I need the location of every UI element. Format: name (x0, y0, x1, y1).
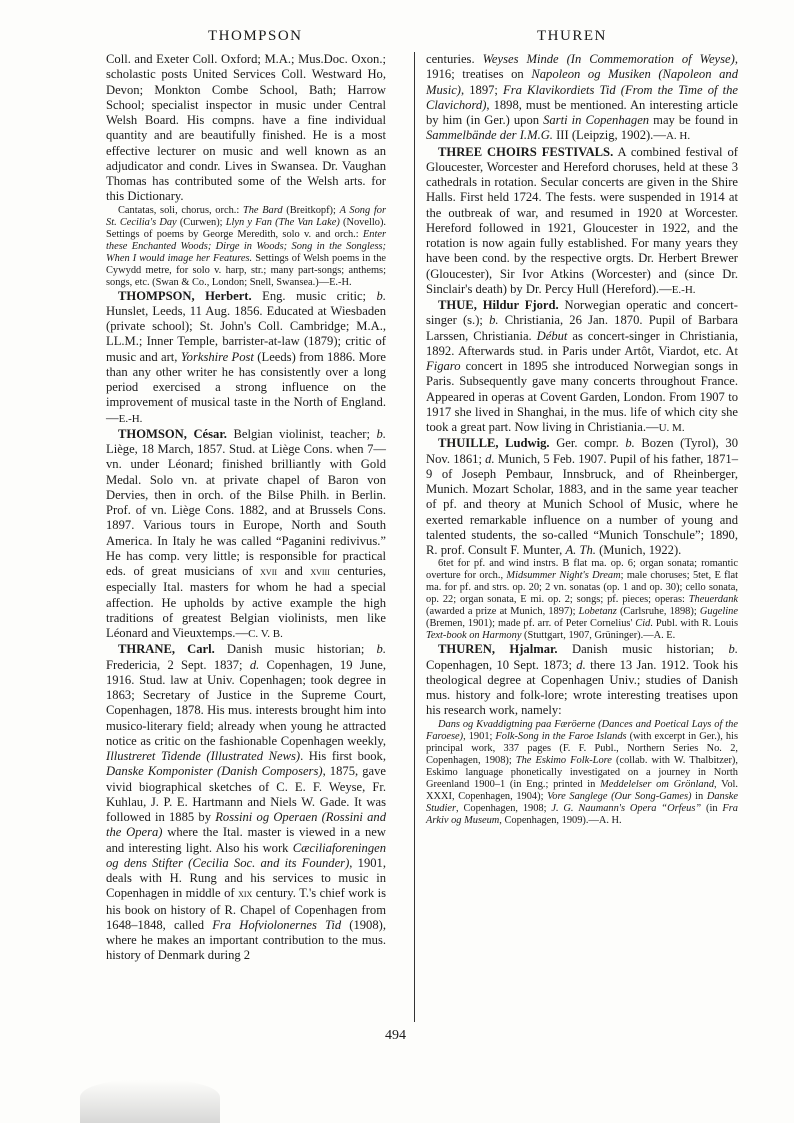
text-run: (Leeds) from 1886. More than any other writer he has consistently over a long period exercised a strong influence on the improvement of musical taste in the North of England.— (106, 349, 386, 425)
text-run: (1908), where he makes an important contribution to the mus. history of Denmark during 2 (106, 917, 386, 963)
text-run: Eng. music critic; (251, 288, 377, 303)
text-run: Norwegian operatic and concert-singer (s.); (426, 298, 738, 328)
page-number: 494 (385, 1028, 406, 1043)
italic-text: A Song for St. Cecilia's Day (106, 204, 386, 228)
text-run: . His first book, (300, 749, 386, 763)
text-run: . Publ. with R. Louis (650, 618, 738, 630)
text-run: , 1898, must be mentioned. An interesting article by him (in Ger.) upon (426, 97, 738, 127)
text-run: , Copenhagen, 1908; (456, 802, 552, 814)
entry-headword: THOMPSON, Herbert. (118, 288, 252, 303)
dictionary-entry (426, 145, 738, 299)
italic-text: b. (376, 288, 386, 303)
small-caps-text: xvii (260, 566, 278, 578)
italic-text: Danske Studier (426, 790, 739, 814)
column-divider (414, 52, 415, 1022)
entry-headword: THUILLE, Ludwig. (438, 436, 550, 451)
text-run: , 1901, deals with H. Rung and his services to music in Copenhagen in middle of (106, 855, 386, 901)
italic-text: Fra Klavikordiets Tid (From the Time of the Clavichord) (426, 82, 738, 112)
continued-paragraph (106, 52, 386, 205)
dictionary-entry (106, 427, 386, 643)
italic-text: b. (489, 313, 499, 328)
text-run: Cantatas, soli, chorus, orch.: (118, 204, 243, 216)
running-head-left: THOMPSON (208, 28, 303, 44)
entry-headword: THREE CHOIRS FESTIVALS. (438, 144, 614, 159)
italic-text: Yorkshire Post (180, 349, 254, 364)
text-run: in (691, 790, 707, 802)
italic-text: Fra Arkiv og Museum (426, 802, 738, 826)
italic-text: d. (576, 657, 586, 672)
italic-text: A. Th. (565, 543, 596, 557)
italic-text: The Eskimo Folk-Lore (515, 754, 612, 766)
italic-text: Gugeline (699, 606, 738, 618)
dictionary-entry (426, 436, 738, 558)
text-run: Danish music historian; (214, 642, 377, 657)
text-run: (collab. with W. Thalbitzer), Eskimo language phonetically investigated on a journey in North Greenland 1900–1 (in Eng.; printed in (426, 754, 738, 790)
text-run: , Copenhagen, 1909).—A. H. (499, 814, 622, 826)
italic-text: Cid (635, 618, 651, 630)
italic-text: Rossini og Operaen (Rossini and the Opera) (106, 810, 386, 840)
text-run: (Carlsruhe, 1898); (616, 606, 700, 618)
works-list-paragraph (426, 719, 738, 827)
works-list-paragraph (106, 205, 386, 289)
italic-text: d. (485, 451, 495, 466)
text-run: (Breitkopf); (282, 204, 340, 216)
text-run: centuries, especially Ital. masters for whom he had a special affection. He upholds by active example the high traditions of greatest Belgian violinists, men like Léonard and Vieuxtemps.— (106, 564, 387, 640)
text-run: there 13 Jan. 1912. Took his theological degree at Copenhagen Univ.; studies of Danish mus. history and folk-lore; wrote interesting treatises upon his research work, namely: (426, 657, 738, 718)
italic-text: b. (376, 426, 386, 441)
text-run: , 1901; (463, 730, 496, 742)
italic-text: b. (625, 436, 635, 451)
italic-text: Figaro (426, 359, 461, 373)
page-edge-shadow (80, 1080, 220, 1123)
italic-text: Dans og Kvaddigtning paa Færöerne (Dances and Poetical Lays of the Faroese) (426, 718, 738, 742)
dictionary-entry (426, 298, 738, 436)
italic-text: Napoleon og Musiken (Napoleon and Music) (426, 67, 738, 97)
text-run: 6tet for pf. and wind instrs. B flat ma. op. 6; organ sonata; romantic overture for orch., (426, 558, 738, 582)
text-run: (Stuttgart, 1907, Grüninger).—A. E. (521, 630, 676, 642)
text-run: concert in 1895 she introduced Norwegian songs in Paris. Subsequently gave many concerts throughout France. Appeared in operas at Covent Garden, London. From 1907 to 1917 she lived in Shanghai, in the mus. life of which city she took a great part. Now living in Christiania.— (426, 359, 738, 434)
text-run: Coll. and Exeter Coll. Oxford; M.A.; Mus.Doc. Oxon.; scholastic posts United Services Coll. Westward Ho, Devon; Monkton Combe School, Bath; Harrow School; specialist inspector in music under Central Welsh Board. His compns. have a fine individual quantity and are beautifully finished. He is a most effective lecturer on music and well known as an adjudicator and condr. Lives in Swansea. Dr. Vaughan Thomas has contributed some of the Welsh arts. for this Dictionary. (106, 52, 386, 204)
text-run: Ger. compr. (549, 436, 626, 451)
text-run: (in (701, 802, 723, 814)
entry-headword: THOMSON, César. (118, 426, 227, 441)
small-caps-text: C. V. B. (248, 628, 283, 640)
italic-text: Meddelelser om Grönland (600, 778, 715, 790)
running-head-right: THUREN (537, 28, 607, 44)
text-run: (awarded a prize at Munich, 1897); (426, 606, 579, 618)
italic-text: J. G. Naumann's Opera “Orfeus” (551, 802, 702, 814)
italic-text: Text-book on Harmony (426, 630, 522, 642)
text-run: Danish music historian; (557, 642, 729, 657)
small-caps-text: xviii (310, 566, 330, 578)
text-run: Hunslet, Leeds, 11 Aug. 1856. Educated at Wiesbaden (private school); St. John's Coll. Cambridge; M.A., LL.M.; Inner Temple, barrister-at-law (1879); critic of music and art, (106, 303, 386, 364)
continued-paragraph (426, 52, 738, 145)
italic-text: Lobetanz (578, 606, 617, 618)
text-run: (with excerpt in Ger.), his principal work, 337 pages (F. F. Publ., Northern Series No. 2, Copenhagen, 1908); (426, 730, 738, 766)
italic-text: d. (249, 657, 260, 672)
italic-text: The Bard (242, 204, 283, 216)
works-list-paragraph (426, 558, 738, 642)
dictionary-entry (106, 642, 386, 963)
dictionary-entry (106, 289, 386, 427)
text-run: as concert-singer in Christiania, 1892. Afterwards stud. in Paris under Artôt, Viardot, etc. At (426, 328, 738, 358)
text-run: (Novello). Settings of poems by George Meredith, solo v. and orch.: (106, 216, 386, 240)
entry-headword: THRANE, Carl. (118, 642, 215, 657)
text-run: (Curwen); (176, 216, 226, 228)
small-caps-text: E.-H. (118, 412, 143, 425)
text-run: , Vol. XXXI, Copenhagen, 1904); (426, 778, 738, 802)
italic-text: Folk-Song in the Faroe Islands (495, 730, 627, 742)
italic-text: Fra Hofviolonernes Tid (212, 917, 342, 932)
text-run: may be found in (649, 113, 739, 127)
italic-text: Illustreret Tidende (Illustrated News) (106, 749, 301, 763)
text-run: Bozen (Tyrol), 30 Nov. 1861; (426, 436, 738, 466)
italic-text: Danske Komponister (Danish Composers) (106, 764, 323, 779)
text-run: (Bremen, 1901); made pf. arr. of Peter Cornelius' (426, 618, 636, 630)
small-caps-text: U. M. (658, 422, 685, 434)
text-run: and (277, 564, 311, 578)
text-run: III (Leipzig, 1902).— (552, 128, 666, 143)
italic-text: b. (376, 642, 386, 657)
text-run: Fredericia, 2 Sept. 1837; (106, 657, 250, 672)
entry-headword: THUREN, Hjalmar. (438, 642, 558, 657)
text-run: centuries. (426, 52, 483, 66)
text-run: Munich, 5 Feb. 1907. Pupil of his father, 1871–9 of Joseph Pembaur, Innsbruck, and of Rheinberger, Munich. Mozart Scholar, 1883, and in the same year teacher of pf. and theory at Munich School of Music, where he exerted remarkable influence on a number of young and talented students, the so-called “Munich Tonschule”; 1890, R. prof. Consult F. Munter, (426, 451, 738, 557)
text-run: where the Ital. master is viewed in a new and interesting light. Also his work (106, 825, 386, 855)
italic-text: Sammelbände der I.M.G. (426, 128, 553, 143)
text-run: Christiania, 26 Jan. 1870. Pupil of Barbara Larssen, Christiania. (426, 313, 738, 343)
text-run: , 1897; (460, 82, 504, 97)
text-run: A combined festival of Gloucester, Worcester and Hereford choruses, held at these 3 cathedrals in rotation. Secular concerts are given in the Shire Halls. First held 1724. The fests. were suspended in 1914 at the outbreak of war, and resumed in 1920 at Worcester. Hereford followed in 1921, Gloucester in 1922, and the rotation is now again fully established. For many years they have been cond. by the respective orgts. Dr. Herbert Brewer (Gloucester), Sir Ivor Atkins (Worcester) and (since Dr. Sinclair's death) by Dr. Percy Hull (Hereford).— (426, 144, 738, 296)
text-run: Settings of Welsh poems in the Cywydd metre, for solo v. harp, str.; many part-songs; anthems; songs, etc. (Swan & Co., London; Snell, Swansea.)—E.-H. (106, 252, 387, 288)
text-run: century. T.'s chief work is his book on history of R. Chapel of Copenhagen from 1648–1848, called (106, 886, 387, 932)
text-run: (Munich, 1922). (595, 543, 682, 557)
italic-text: Début (536, 328, 568, 343)
text-run: Belgian violinist, teacher; (226, 426, 377, 441)
italic-text: Enter these Enchanted Woods; Dirge in Woods; Song in the Songless; When I would image her Features. (106, 228, 386, 264)
entry-headword: THUE, Hildur Fjord. (438, 298, 559, 312)
text-run: Liège, 18 March, 1857. Stud. at Liège Cons. when 7—vn. under Léonard; finished brilliantly with Gold Medal. Solo vn. at private chapel of Baron von Dervies, then in orch. of the Bilse Philh. in Berlin. Prof. of vn. Liège Cons. 1882, and at Brussels Cons. 1897. Various tours in Europe, North and South America. In Italy he was called “Paganini redivivus.” He has comp. very little; is responsible for practical eds. of great musicians of (106, 442, 386, 578)
small-caps-text: E.-H. (671, 283, 696, 296)
text-run: , 1916; treatises on (426, 52, 738, 82)
italic-text: b. (728, 642, 738, 657)
right-column (426, 52, 738, 827)
small-caps-text: A. H. (665, 130, 691, 143)
italic-text: Weyses Minde (In Commemoration of Weyse) (482, 52, 735, 66)
italic-text: Cæciliaforeningen og dens Stifter (Cecilia Soc. and its Founder) (106, 840, 386, 870)
dictionary-entry (426, 642, 738, 718)
text-run: , 1875, gave vivid biographical sketches of C. E. F. Weyse, Fr. Kuhlau, J. P. E. Hartmann and Niels W. Gade. It was followed in 1885 by (106, 764, 386, 824)
italic-text: Theuerdank (688, 594, 738, 606)
text-run: ; male choruses; 5tet, E flat ma. for pf. and strs. op. 20; 2 vn. sonatas (op. 1 and op. 30); cello sonata, op. 22; organ sonata, E mi. op. 2; songs; pf. pieces; operas: (426, 570, 739, 606)
italic-text: Llyn y Fan (The Van Lake) (225, 216, 340, 228)
small-caps-text: xix (238, 888, 253, 901)
italic-text: Vore Sanglege (Our Song-Games) (547, 790, 692, 802)
italic-text: Sarti in Copenhagen (543, 113, 650, 127)
text-run: Copenhagen, 19 June, 1916. Stud. law at Univ. Copenhagen; took degree in 1863; Secretary of Justice in the Supreme Court, Copenhagen, 1878. His mus. interests brought him into musico-literary field; already when young he attracted notice as critic on the fashionable Copenhagen weekly, (106, 657, 387, 748)
text-run: Copenhagen, 10 Sept. 1873; (426, 657, 577, 672)
italic-text: Midsummer Night's Dream (506, 570, 621, 582)
left-column (106, 52, 386, 964)
